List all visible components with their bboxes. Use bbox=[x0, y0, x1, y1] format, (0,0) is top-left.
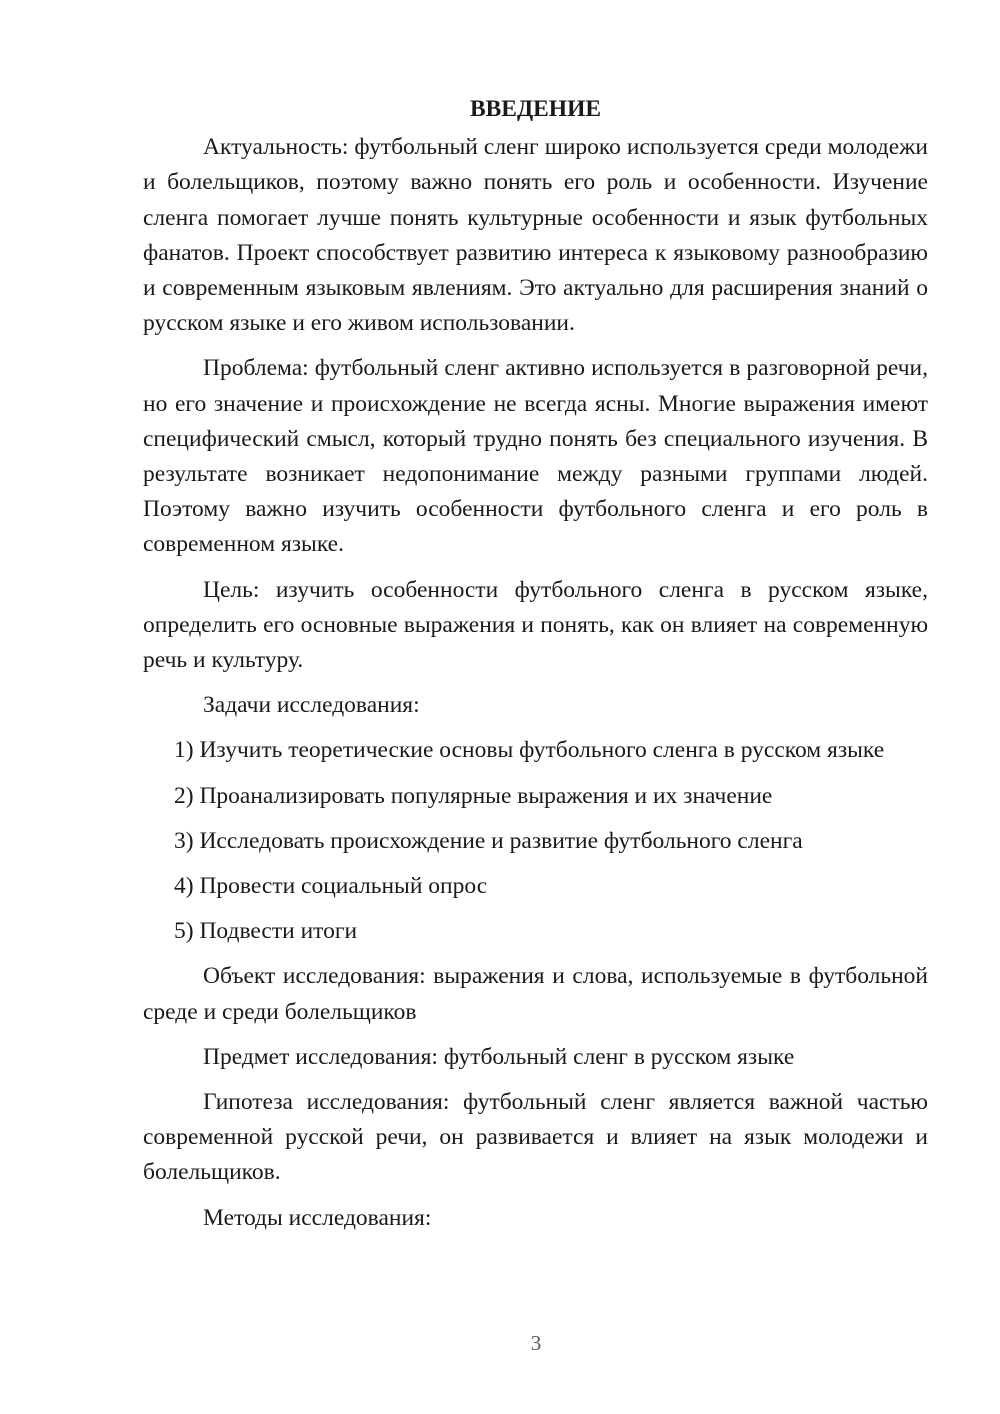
list-item: 4) Провести социальный опрос bbox=[174, 873, 488, 900]
problem-paragraph: Проблема: футбольный сленг активно используется в разговорной речи, но его значение и происхождение не всегда ясны. Многие выражения имеют специфический смысл, который трудно понять без специального изучения. В результате возникает недопонимание между разными группами людей. Поэтому важно изучить особенности футбольного сленга и его роль в современном языке. bbox=[143, 355, 928, 558]
list-item: 2) Проанализировать популярные выражения и их значение bbox=[174, 782, 773, 809]
page-content bbox=[143, 92, 928, 1246]
list-item: 3) Исследовать происхождение и развитие футбольного сленга bbox=[174, 827, 803, 854]
tasks-list bbox=[143, 733, 928, 949]
list-item: 5) Подвести итоги bbox=[174, 918, 358, 945]
section-heading: ВВЕДЕНИЕ bbox=[469, 96, 602, 122]
page-number: 3 bbox=[530, 1331, 542, 1355]
methods-title: Методы исследования: bbox=[203, 1204, 432, 1231]
object-paragraph: Объект исследования: выражения и слова, используемые в футбольной среде и среди болельщиков bbox=[143, 963, 928, 1025]
goal-paragraph: Цель: изучить особенности футбольного сленга в русском языке, определить его основные выражения и понять, как он влияет на современную речь и культуру. bbox=[143, 576, 928, 674]
hypothesis-paragraph: Гипотеза исследования: футбольный сленг является важной частью современной русской речи, он развивается и влияет на язык молодежи и болельщиков. bbox=[143, 1089, 928, 1186]
tasks-title: Задачи исследования: bbox=[203, 692, 420, 719]
relevance-paragraph: Актуальность: футбольный сленг широко используется среди молодежи и болельщиков, поэтому важно понять его роль и особенности. Изучение сленга помогает лучше понять культурные особенности и язык футбольных фанатов. Проект способствует развитию интереса к языковому разнообразию и современным языковым явлениям. Это актуально для расширения знаний о русском языке и его живом использовании. bbox=[143, 134, 928, 337]
subject-paragraph: Предмет исследования: футбольный сленг в русском языке bbox=[203, 1043, 795, 1070]
list-item: 1) Изучить теоретические основы футбольного сленга в русском языке bbox=[174, 737, 885, 764]
